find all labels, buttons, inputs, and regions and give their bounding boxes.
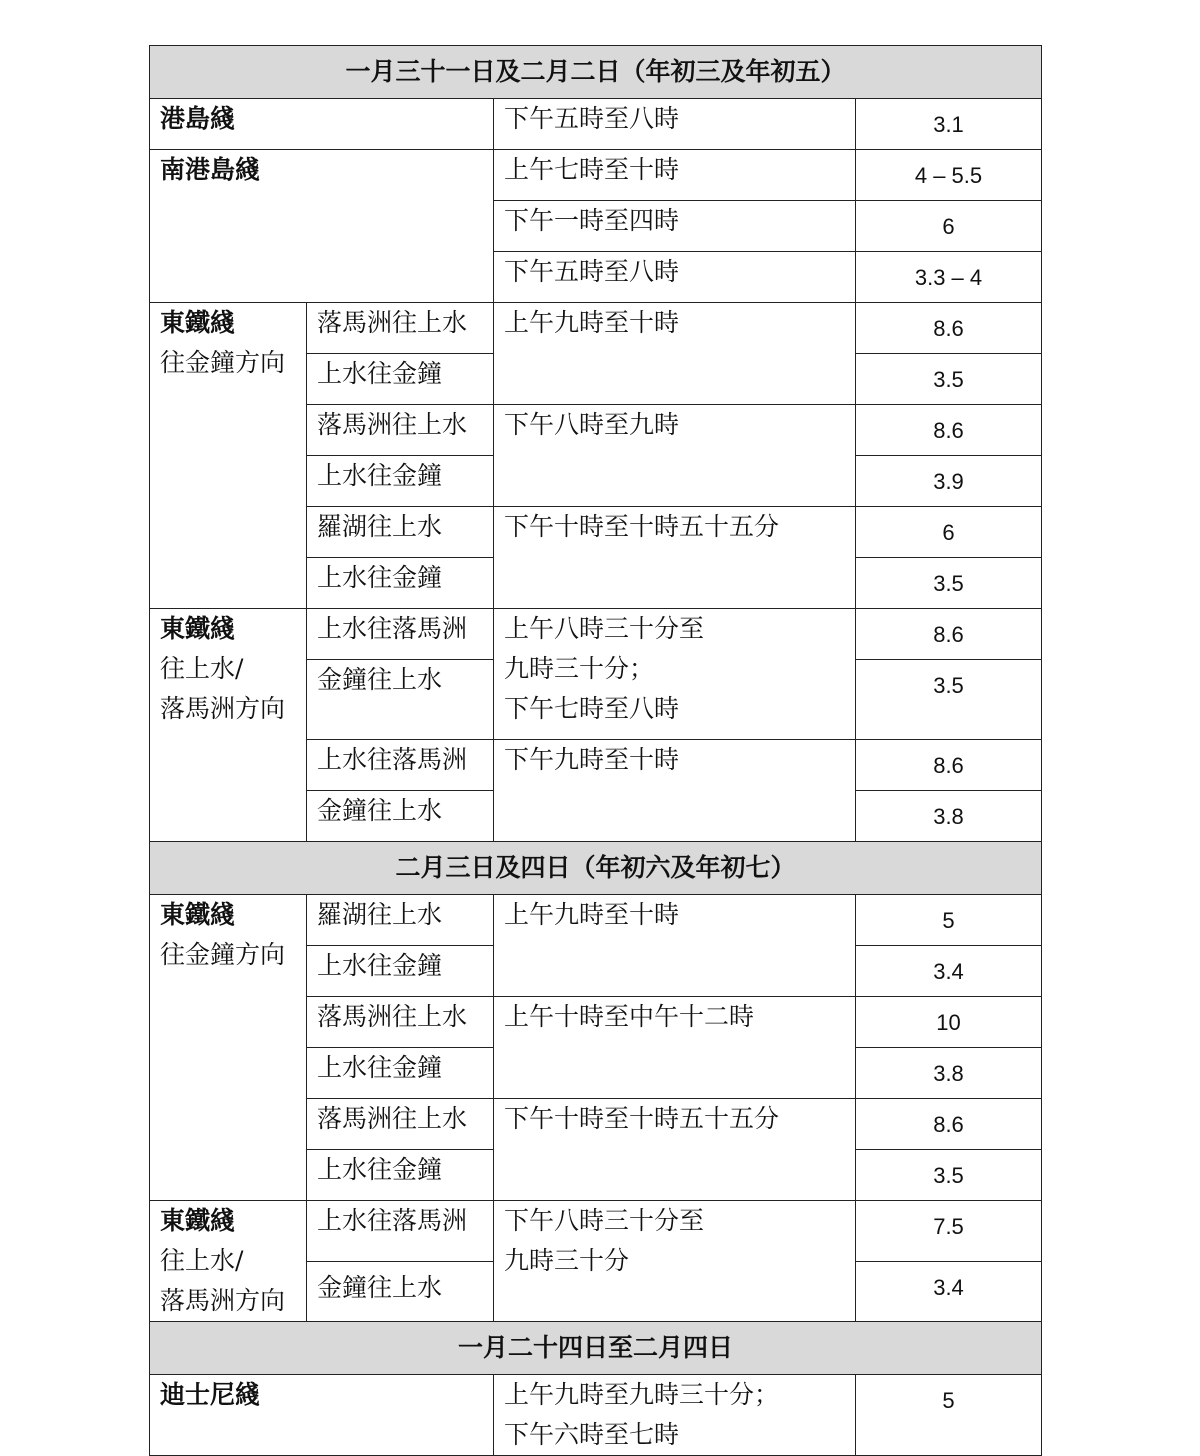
time-cell <box>494 1375 856 1456</box>
route-cell: 上水往落馬洲 <box>307 1201 494 1262</box>
time-cell: 下午十時至十時五十五分 <box>494 507 856 609</box>
value-cell: 3.5 <box>856 1150 1042 1201</box>
value-cell: 3.5 <box>856 354 1042 405</box>
line-cell <box>150 99 494 150</box>
time-line: 九時三十分； <box>504 654 655 683</box>
route-cell: 金鐘往上水 <box>307 1261 494 1322</box>
value-cell: 3.4 <box>856 946 1042 997</box>
table-row <box>150 150 1042 201</box>
value-cell: 3.9 <box>856 456 1042 507</box>
time-cell: 上午七時至十時 <box>494 150 856 201</box>
value-cell: 3.5 <box>856 558 1042 609</box>
value-cell: 6 <box>856 507 1042 558</box>
table-row <box>150 609 1042 660</box>
table-row <box>150 1201 1042 1262</box>
time-line: 下午七時至八時 <box>504 694 680 723</box>
direction-label: 往上水/ <box>160 1246 244 1275</box>
direction-label: 往上水/ <box>160 654 244 683</box>
time-cell: 下午一時至四時 <box>494 201 856 252</box>
table-row <box>150 303 1042 354</box>
time-cell: 下午五時至八時 <box>494 252 856 303</box>
value-cell: 8.6 <box>856 405 1042 456</box>
time-cell: 上午九時至十時 <box>494 895 856 997</box>
line-name: 東鐵綫 <box>160 614 236 643</box>
line-name: 東鐵綫 <box>160 308 236 337</box>
line-cell <box>150 150 494 303</box>
value-cell: 10 <box>856 997 1042 1048</box>
value-cell: 3.8 <box>856 791 1042 842</box>
time-line: 下午六時至七時 <box>504 1420 680 1449</box>
route-cell: 羅湖往上水 <box>307 507 494 558</box>
time-cell: 上午九時至十時 <box>494 303 856 405</box>
time-line: 下午八時三十分至 <box>504 1206 705 1235</box>
section-header: 二月三日及四日（年初六及年初七） <box>150 842 1042 895</box>
time-cell: 下午九時至十時 <box>494 740 856 842</box>
direction-label: 往金鐘方向 <box>160 348 286 377</box>
time-line: 上午九時至九時三十分； <box>504 1380 780 1409</box>
line-cell <box>150 895 307 1201</box>
route-cell: 落馬洲往上水 <box>307 405 494 456</box>
route-cell: 上水往金鐘 <box>307 354 494 405</box>
line-name: 南港島綫 <box>160 155 261 184</box>
time-cell: 下午十時至十時五十五分 <box>494 1099 856 1201</box>
line-cell <box>150 609 307 842</box>
value-cell: 3.5 <box>856 660 1042 740</box>
route-cell: 金鐘往上水 <box>307 660 494 740</box>
route-cell: 上水往金鐘 <box>307 946 494 997</box>
line-name: 東鐵綫 <box>160 1206 236 1235</box>
line-cell <box>150 1375 494 1456</box>
time-line: 九時三十分 <box>504 1246 630 1275</box>
section-header: 一月二十四日至二月四日 <box>150 1322 1042 1375</box>
value-cell: 5 <box>856 1375 1042 1456</box>
time-cell: 下午八時至九時 <box>494 405 856 507</box>
route-cell: 落馬洲往上水 <box>307 303 494 354</box>
time-line: 上午八時三十分至 <box>504 614 705 643</box>
table-row <box>150 99 1042 150</box>
route-cell: 羅湖往上水 <box>307 895 494 946</box>
value-cell: 5 <box>856 895 1042 946</box>
direction-label: 往金鐘方向 <box>160 940 286 969</box>
value-cell: 3.8 <box>856 1048 1042 1099</box>
value-cell: 8.6 <box>856 1099 1042 1150</box>
table-row <box>150 1375 1042 1456</box>
value-cell: 8.6 <box>856 609 1042 660</box>
value-cell: 8.6 <box>856 303 1042 354</box>
route-cell: 上水往金鐘 <box>307 456 494 507</box>
route-cell: 上水往金鐘 <box>307 558 494 609</box>
section-header: 一月三十一日及二月二日（年初三及年初五） <box>150 46 1042 99</box>
line-cell <box>150 1201 307 1322</box>
route-cell: 金鐘往上水 <box>307 791 494 842</box>
route-cell: 落馬洲往上水 <box>307 997 494 1048</box>
value-cell: 3.4 <box>856 1261 1042 1322</box>
route-cell: 上水往金鐘 <box>307 1150 494 1201</box>
frequency-table <box>149 45 1042 1456</box>
route-cell: 上水往金鐘 <box>307 1048 494 1099</box>
route-cell: 上水往落馬洲 <box>307 740 494 791</box>
value-cell: 6 <box>856 201 1042 252</box>
line-name: 港島綫 <box>160 104 236 133</box>
value-cell: 8.6 <box>856 740 1042 791</box>
value-cell: 7.5 <box>856 1201 1042 1262</box>
route-cell: 上水往落馬洲 <box>307 609 494 660</box>
line-name: 東鐵綫 <box>160 900 236 929</box>
direction-label: 落馬洲方向 <box>160 694 286 723</box>
time-cell: 下午五時至八時 <box>494 99 856 150</box>
time-cell: 上午十時至中午十二時 <box>494 997 856 1099</box>
direction-label: 落馬洲方向 <box>160 1286 286 1315</box>
value-cell: 4 – 5.5 <box>856 150 1042 201</box>
line-name: 迪士尼綫 <box>160 1380 261 1409</box>
time-cell <box>494 609 856 740</box>
route-cell: 落馬洲往上水 <box>307 1099 494 1150</box>
time-cell <box>494 1201 856 1322</box>
value-cell: 3.3 – 4 <box>856 252 1042 303</box>
value-cell: 3.1 <box>856 99 1042 150</box>
table-row <box>150 895 1042 946</box>
line-cell <box>150 303 307 609</box>
